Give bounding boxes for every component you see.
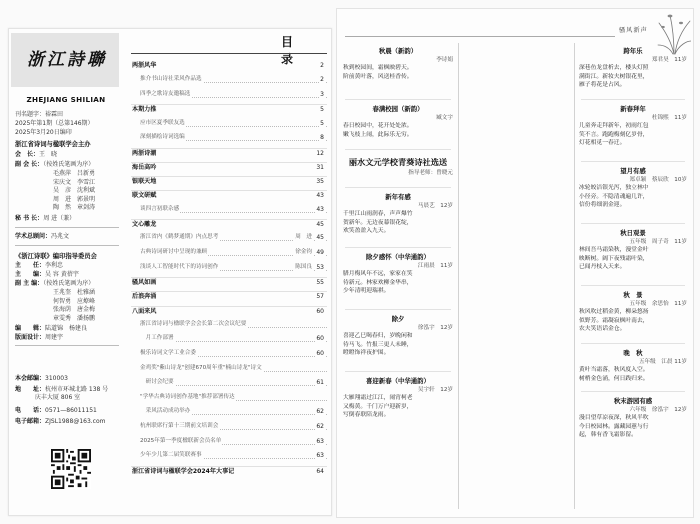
toc-entry[interactable] [131,437,327,446]
table-of-contents [131,29,327,515]
toc-entry-title: "学华古典诗词创作基地"推荐部署传达 [140,393,235,400]
poem-title: 秋日观景 [620,229,646,237]
toc-page-number: 49 [316,249,324,256]
title-credit: 刊名题字：裕霖田 [15,111,64,118]
header-rule [345,36,615,37]
poem-body: 喜迎乙巳喝春归，岁晚闲和 待马飞。竹报三更人未睡， 瞪瞪饰祥夜护围。 [343,333,413,357]
phone-label: 电 话： [15,407,46,414]
designer-name: 周建宇 [45,334,64,341]
toc-page-number: 60 [316,335,324,343]
toc-page-number: 35 [316,178,324,186]
poem-divider [345,371,451,372]
toc-page-number: 62 [316,408,324,416]
president-name: 王 晓 [39,151,58,158]
organizer: 浙江省诗词与楹联学会主办 [15,141,91,148]
email-label: 电子邮箱： [15,418,46,425]
toc-entry-title: 浙江省诗词与楹联学会会长第二次会议纪要 [140,320,247,327]
poem-body: 秋风吹过稻金黄，柳朵悠扬 似野芳。霜凝寂枫叶南去， 农夫笑语话金仓。 [579,309,649,333]
poem-author: 六年级 徐泓宇 12岁 [629,407,687,413]
poem-title: 丽水文元学校青葵诗社选送 [348,157,448,167]
toc-entry-title: 研讨会纪要 [140,379,174,386]
postcode-value: 310003 [45,375,68,382]
poem-author: 杜锦熙 11岁 [651,115,687,121]
poem-title: 晚 秋 [623,349,643,357]
toc-entry[interactable] [131,349,327,358]
poem-title: 除夕感怀（中华通韵） [366,253,430,261]
poem-title: 秋 景 [623,291,643,299]
toc-entry[interactable] [131,451,327,460]
toc-entry-title: 四季之歌诗友邀稿选 [140,90,191,97]
advisor-label: 学术总顾问： [15,233,52,240]
print-date: 2025年3月20日编印 [15,129,72,136]
toc-section[interactable] [131,148,327,158]
address-label: 地 址： [15,386,46,393]
toc-entry[interactable] [131,393,327,402]
poem-block [577,47,689,90]
toc-entry[interactable] [131,378,327,387]
toc-page-number: 62 [316,423,324,430]
poem-block [341,193,455,236]
secretary-label: 秘 书 长： [15,215,44,222]
poem-divider [581,99,685,100]
toc-entry-title: 金鸡奖"紫山诗龙"创建670周年重"楠山诗龙"诗文 [140,364,262,371]
toc-section[interactable] [131,61,327,70]
chief-editor-label: 主 编： [15,271,46,278]
toc-section[interactable] [131,176,327,186]
poem-column-middle [463,43,571,509]
designer-label: 版面设计： [15,334,46,341]
toc-entry[interactable] [131,334,327,343]
poem-divider [581,161,685,162]
toc-page-number: 45 [316,221,324,229]
running-head: 骚风新声 [619,27,648,34]
poem-author: 郑君昊 11岁 [651,57,687,63]
editors-label: 编 辑： [15,325,46,332]
toc-entry-title: 推介书山诗社采风作品选 [140,76,202,83]
poem-title: 秋末游园有感 [613,397,653,405]
poem-title: 新年有感 [385,193,411,201]
toc-page-number: 43 [316,205,324,213]
advisor-name: 冯兆文 [51,233,70,240]
address-value: 杭州市环城北路 138 号 庆丰大厦 806 室 [34,386,109,401]
toc-entry-author: 陈国良 [295,263,312,270]
toc-entry-title: 月工作部署 [140,335,174,342]
poem-author: 江雨晨 11岁 [417,263,453,269]
poem-divider [345,187,451,188]
toc-entry-title: 极乐诗词文学工业合委 [140,350,196,356]
poem-block [341,377,455,420]
poem-block [577,167,689,210]
poem-author: 马晨艺 12岁 [417,203,453,209]
director-label: 主 任： [15,262,46,269]
poem-title: 秋晨（新韵） [378,47,418,55]
poem-block [341,47,455,81]
phone-value: 0571—86011151 [45,407,97,414]
poem-block [341,315,455,358]
poem-divider [581,391,685,392]
toc-section[interactable] [131,277,327,287]
poem-title: 跨年乐 [623,47,643,55]
right-page [336,8,694,518]
toc-entry[interactable] [131,75,327,84]
poem-author: 五年级 江晨 11岁 [638,359,687,365]
toc-entry-title: 谈四言初联杂感 [140,205,180,212]
toc-entry[interactable] [131,90,327,99]
poem-author: 徐泓宇 12岁 [417,325,453,331]
toc-entry-title: 古典诗词研讨中呈现的兼顾 [140,249,208,255]
president-label: 会 长： [15,151,40,158]
toc-page-number: 61 [316,379,324,387]
logo-banner [11,33,119,87]
toc-entry-title: 两浙诗潮 [132,149,157,157]
toc-page-number: 3 [320,90,324,98]
toc-entry-title: 2025年第一季度楹联新会员名单 [140,437,222,444]
toc-entry-author: 徐金钧 [295,249,312,255]
toc-entry[interactable] [131,248,327,257]
toc-entry[interactable] [131,263,327,272]
toc-page-number: 63 [316,452,324,460]
poem-column-right [577,43,689,509]
toc-entry-title: 浙江省诗词与楹联学会2024年大事记 [132,467,235,475]
vp-note: （按姓氏笔画为序） [43,161,95,168]
toc-page-number: 45 [316,234,324,242]
issue-number: 2025年第1期（总第146期） [15,120,94,127]
toc-entry[interactable] [131,422,327,431]
poem-body: 黄叶当霜落，秋风度入空。 树梢金色涌，何日践归来。 [579,367,649,382]
toc-page-number: 57 [316,293,324,301]
poem-title: 新春拜年 [620,105,646,113]
poem-divider [581,223,685,224]
toc-title: 目 录 [281,35,301,66]
poem-body: 冰轮皎洁银光泻，独立林中 小径旁。不隐清魂遍几许， 信份将细润金迎。 [579,185,649,209]
column-rule [574,43,575,509]
poem-divider [345,99,451,100]
poem-author: 五年级 余思怡 11岁 [629,301,687,307]
column-rule [458,43,459,509]
divider [15,345,119,346]
toc-entry-title: 杭州联席行第十三期前文培训会 [140,423,219,429]
poem-title: 除夕 [391,315,405,323]
toc-page-number: 8 [320,134,324,142]
masthead [9,29,123,515]
magazine-pinyin: ZHEJIANG SHILIAN [26,95,106,104]
committee-title: 《浙江诗联》编印指导委员会 [15,253,97,260]
toc-page-number: 2 [320,62,324,69]
qr-code-icon[interactable] [51,449,91,489]
poem-author: 郑卓颖 蔡辰欣 10岁 [629,177,687,183]
toc-entry-title: 八面来风 [132,307,157,315]
toc-entry[interactable] [131,320,327,329]
poem-block [341,253,455,296]
toc-section[interactable] [131,190,327,200]
left-page [8,28,332,516]
poem-divider [581,343,685,344]
email-value: ZJSL1988@163.com [45,418,106,425]
deputy-label: 副 主 编： [15,280,44,287]
toc-section[interactable] [131,219,327,229]
toc-entry-title: 两浙风华 [132,62,157,69]
magazine-logo: 浙江詩聯 [27,50,107,70]
toc-entry-author: 周 进 [295,234,312,241]
poem-title: 春满校园（新韵） [372,105,424,113]
postcode-label: 本会邮编： [15,375,46,382]
poem-body: 春日校园中，花开处处浓。 嫩飞枝上闹，此际乐无穷。 [343,123,413,138]
toc-section[interactable] [131,466,327,476]
toc-page-number: 43 [316,192,324,200]
poem-block [577,349,689,383]
toc-page-number: 31 [316,164,324,171]
toc-page-number: 60 [316,350,324,357]
poem-body: 千里江山雨润春，声声爆竹 贺新年。无边夜幕银花绽， 欢笑盈盈入九天。 [343,211,413,235]
toc-entry-title: 浅谈人工智能时代下的诗词创作 [140,263,219,270]
poem-body: 儿童奔走拜新年，初雨红包 笑不言。跑跑梅刻亿岁骨， 灯花相觅一春迁。 [579,123,649,147]
poem-block [577,229,689,272]
toc-entry-title: 文心雕龙 [132,221,157,229]
poem-divider [581,285,685,286]
poem-divider [345,309,451,310]
toc-rule [131,53,327,54]
toc-entry-title: 联文研赋 [132,192,157,200]
poem-block [577,397,689,440]
toc-section[interactable] [131,291,327,301]
poem-body: 漫目望草凉夜深，秋风半吹 今日校园林。露藏园蕙与行 起，韩有香飞霜影留。 [579,415,649,439]
toc-entry-title: 本期力推 [132,106,157,114]
vp-label: 副 会 长： [15,161,44,168]
toc-entry-title: 深刻描绘诗词选编 [140,134,185,141]
poem-body: 大雁翔霜过江江，闹宵柯老 又梅黄。千门万户迎新岁， 写倒春联陪龙雨。 [343,395,413,419]
toc-section[interactable] [131,162,327,172]
toc-entry-title: 少年少儿第二届笑联赛事 [140,452,202,459]
poem-author: 指导老师：曾晓元 [408,170,453,176]
toc-entry-title: 应市区夏季联友选 [140,119,185,126]
poem-author: 李诗娟 [436,57,453,63]
toc-entry[interactable] [131,133,327,142]
toc-entry-title: 后浪奔涌 [132,293,157,301]
deputy-names: 王兆奎 杜雅涵 何智勇 应燎峰 张海荫 唐金梅 章雯秀 潘扬鹏 [53,289,96,322]
poem-author: 臧文宇 [436,115,453,121]
toc-page-number: 12 [316,149,324,157]
vp-names: 毛燕萍 吕新勇 宋庆文 李雪江 吴 彦 沈利斌 周 进 郭景明 陶 然 章剑涛 [53,170,96,212]
poem-block [341,155,455,177]
secretary-name: 周 进（兼） [43,215,76,222]
toc-page-number: 5 [320,106,324,114]
poem-column-left [341,43,455,509]
toc-entry[interactable] [131,205,327,214]
director-name: 李利忠 [45,262,64,269]
divider [15,245,119,246]
chief-editor-names: 吴 容 黄蓓宇 [45,271,79,278]
toc-entry-title: 银联天地 [132,178,157,186]
toc-entry[interactable] [131,364,327,373]
toc-entry-title: 浙江省内《鹤梦通期》内点思考 [140,234,219,241]
toc-entry-title: 海岳高吟 [132,164,157,171]
poem-body: 深巷鱼龙盘析去，楼头灯照 满街江。新妆夫树银花里， 雁子将花是占风。 [579,65,649,89]
divider [15,227,119,228]
poem-body: 秋到校园间，霜枫映碧天。 阶前黄叶落，风送桂香传。 [343,65,413,80]
editors-names: 陆道锦 杨建良 [45,325,88,332]
toc-page-number: 60 [316,307,324,315]
toc-entry[interactable] [131,407,327,416]
toc-page-number: 2 [320,76,324,84]
poem-title: 望月有感 [620,167,646,175]
toc-page-number: 53 [316,263,324,271]
toc-page-number: 64 [316,467,324,475]
poem-block [341,105,455,139]
poem-divider [345,149,451,150]
poem-divider [345,247,451,248]
poem-block [577,105,689,148]
poem-author: 五年级 周子奇 11岁 [629,239,687,245]
toc-entry[interactable] [131,233,327,242]
toc-entry-title: 骚风如画 [132,279,157,287]
toc-page-number: 55 [316,279,324,287]
poem-body: 林间吾马霜染秋，漫堂金叶 映断树。阔下夜残霜叶染， 已闻丹枝入天来。 [579,247,649,271]
poem-author: 吴宇轩 12岁 [417,387,453,393]
poem-title: 喜迎新春（中华通韵） [366,377,430,385]
poem-body: 腊月梅风年不远，家家在笑 待新元。林家欢柳金华串， 少年清明迎瑞祺。 [343,271,413,295]
toc-page-number: 5 [320,119,324,127]
toc-section[interactable] [131,104,327,114]
deputy-note: （按姓氏笔画为序） [43,280,95,287]
toc-entry[interactable] [131,119,327,128]
toc-section[interactable] [131,306,327,316]
poem-block [577,291,689,334]
toc-entry-title: 采风活动成功举办 [140,408,191,415]
toc-page-number: 63 [316,437,324,445]
